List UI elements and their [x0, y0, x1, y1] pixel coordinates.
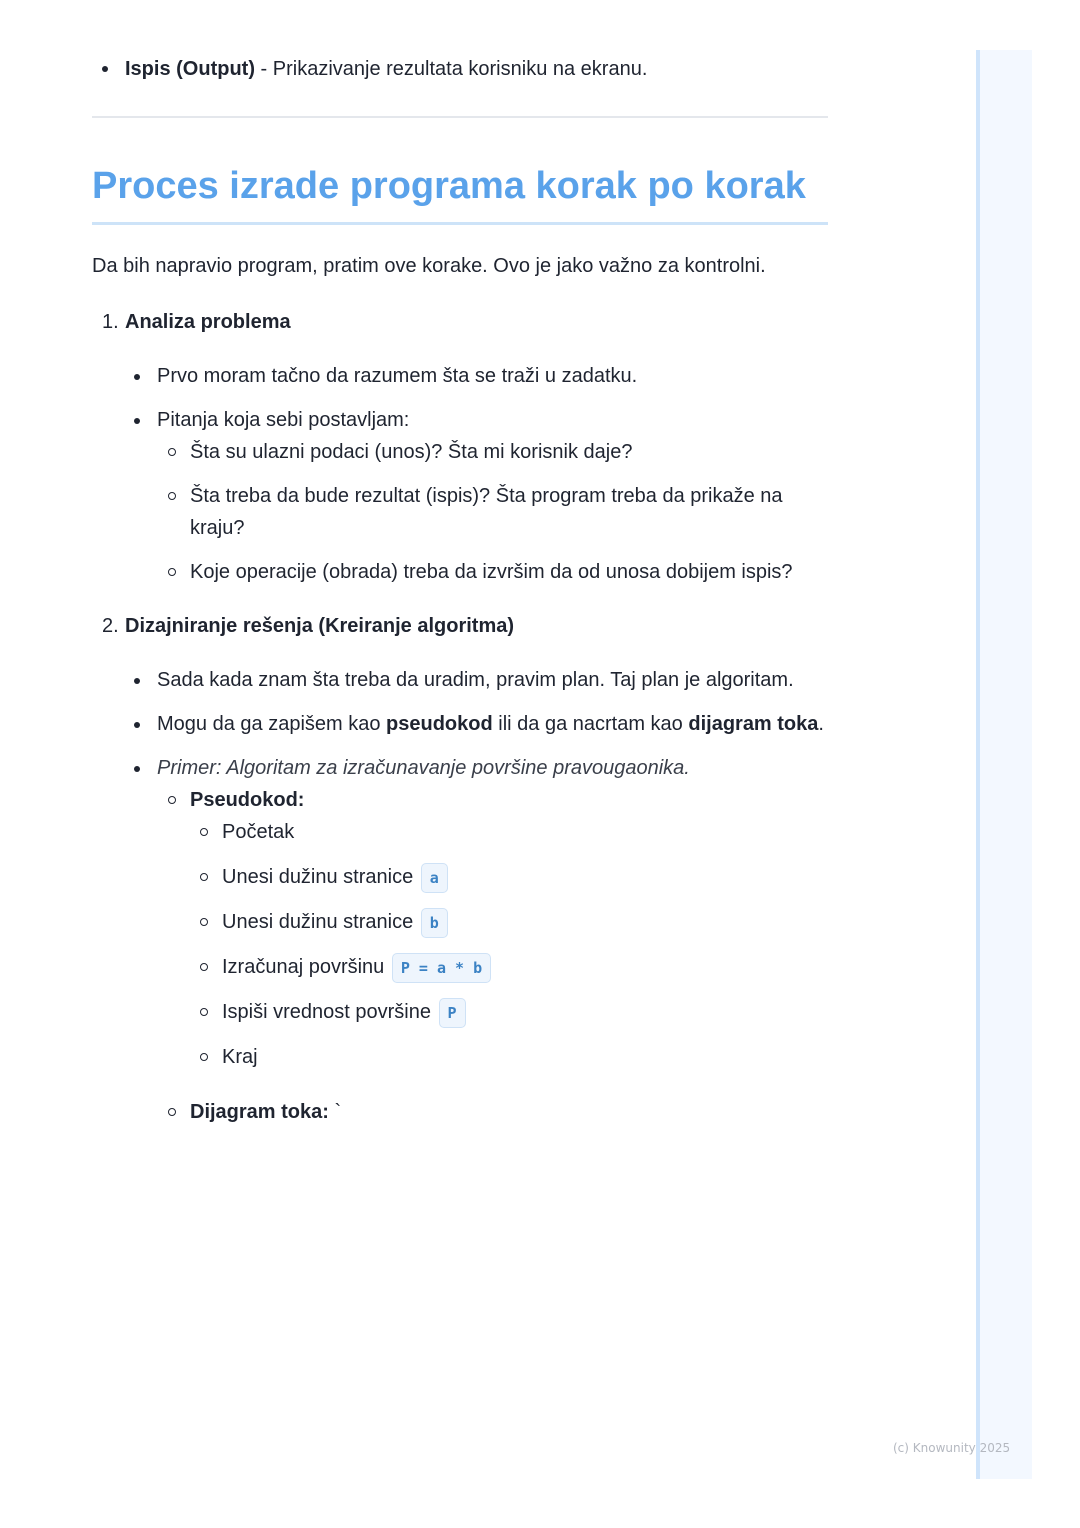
intro-paragraph: Da bih napravio program, pratim ove korake. Ovo je jako važno za kontrolni.: [92, 255, 766, 277]
circle-bullet-icon: [168, 448, 176, 456]
list-item: [92, 664, 828, 696]
list-item: [92, 708, 828, 740]
term-output: Ispis (Output): [125, 58, 255, 80]
term-flowchart: dijagram toka: [688, 713, 819, 735]
list-item: [92, 556, 828, 588]
circle-bullet-icon: [200, 828, 208, 836]
list-item-text: Šta treba da bude rezultat (ispis)? Šta program treba da prikaže na kraju?: [190, 485, 783, 539]
list-item-text: Mogu da ga zapišem kao: [157, 713, 387, 735]
bullet-icon: [134, 418, 140, 424]
circle-bullet-icon: [168, 1108, 176, 1116]
list-item: [92, 752, 828, 784]
step-1-title: Analiza problema: [125, 311, 291, 333]
pseudocode-line: [92, 996, 828, 1028]
pseudocode-text: Kraj: [222, 1046, 258, 1068]
bullet-icon: [134, 678, 140, 684]
pseudocode-line: [92, 1041, 828, 1073]
circle-bullet-icon: [200, 873, 208, 881]
flowchart-label: Dijagram toka:: [190, 1101, 329, 1123]
pseudocode-label: Pseudokod:: [190, 789, 305, 811]
circle-bullet-icon: [200, 963, 208, 971]
list-item: [92, 404, 828, 436]
pseudocode-text: Unesi dužinu stranice: [222, 866, 419, 888]
circle-bullet-icon: [200, 1053, 208, 1061]
list-item-text: .: [818, 713, 824, 735]
inline-code: P: [439, 998, 466, 1028]
bullet-icon: [134, 722, 140, 728]
list-item: [92, 360, 828, 392]
bullet-icon: [134, 766, 140, 772]
circle-bullet-icon: [200, 918, 208, 926]
bullet-icon: [134, 374, 140, 380]
step-2-title: Dizajniranje rešenja (Kreiranje algoritma): [125, 615, 515, 637]
list-item-text: Koje operacije (obrada) treba da izvršim da od unosa dobijem ispis?: [190, 561, 793, 583]
circle-bullet-icon: [168, 568, 176, 576]
sidebar-panel: [976, 50, 1032, 1479]
inline-code: a: [421, 863, 448, 893]
pseudocode-text: Unesi dužinu stranice: [222, 911, 419, 933]
step-2-number: 2.: [102, 615, 119, 637]
list-item: [92, 480, 828, 544]
inline-code: P = a * b: [392, 953, 491, 983]
term-output-description: - Prikazivanje rezultata korisniku na ekranu.: [254, 58, 648, 80]
circle-bullet-icon: [168, 796, 176, 804]
list-item: [92, 784, 828, 816]
circle-bullet-icon: [200, 1008, 208, 1016]
step-1-heading: [92, 307, 828, 337]
flowchart-tail: `: [328, 1101, 342, 1123]
list-item-text: Pitanja koja sebi postavljam:: [157, 409, 410, 431]
circle-bullet-icon: [168, 492, 176, 500]
list-item-text: Prvo moram tačno da razumem šta se traži u zadatku.: [157, 365, 638, 387]
list-item-text: Šta su ulazni podaci (unos)? Šta mi korisnik daje?: [190, 441, 633, 463]
list-item-output: [92, 54, 828, 84]
term-pseudocode: pseudokod: [386, 713, 493, 735]
pseudocode-text: Izračunaj površinu: [222, 956, 390, 978]
inline-code: b: [421, 908, 448, 938]
step-1-number: 1.: [102, 311, 119, 333]
pseudocode-line: [92, 906, 828, 938]
copyright-footer: (c) Knowunity 2025: [893, 1441, 1011, 1455]
step-2-heading: [92, 611, 828, 641]
pseudocode-line: [92, 951, 828, 983]
pseudocode-text: Ispiši vrednost površine: [222, 1001, 437, 1023]
list-item: [92, 436, 828, 468]
pseudocode-text: Početak: [222, 821, 295, 843]
pseudocode-line: [92, 861, 828, 893]
example-text: Primer: Algoritam za izračunavanje površine pravougaonika.: [157, 757, 690, 779]
list-item-text: ili da ga nacrtam kao: [492, 713, 689, 735]
list-item-text: Sada kada znam šta treba da uradim, pravim plan. Taj plan je algoritam.: [157, 669, 794, 691]
pseudocode-line: [92, 816, 828, 848]
bullet-icon: [102, 66, 108, 72]
document-content: [92, 0, 828, 1128]
divider: [92, 116, 828, 118]
section-title: Proces izrade programa korak po korak: [92, 162, 828, 225]
list-item: [92, 1096, 828, 1128]
